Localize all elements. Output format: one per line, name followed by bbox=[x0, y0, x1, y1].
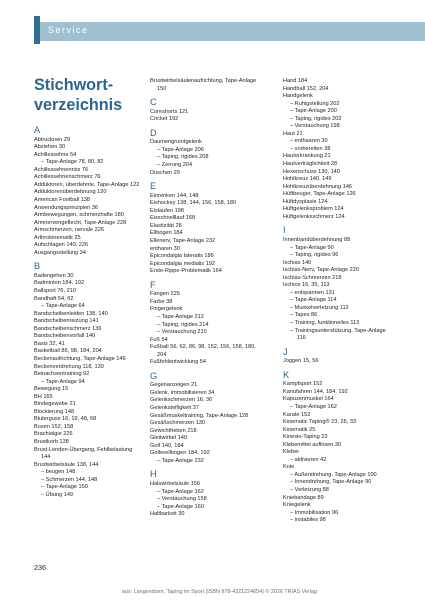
index-entry-list bbox=[150, 481, 264, 519]
index-entry: Eisschnelllauf 168 bbox=[150, 215, 196, 222]
index-group bbox=[150, 98, 264, 124]
index-subentry: – Tape-Anlage 94 bbox=[41, 378, 85, 385]
index-entry: Gesäßmuskeltraining, Tape-Anlage 128 bbox=[150, 412, 249, 419]
index-entry: Fußball 56, 62, 86, 98, 152, 156, 158, 180, 204 bbox=[150, 344, 256, 358]
index-group bbox=[150, 129, 264, 177]
index-entry: Klebemittel auflösen 30 bbox=[283, 441, 342, 448]
index-entry: Ischias-Nerv, Tape-Anlage 220 bbox=[283, 267, 359, 274]
index-column-2 bbox=[150, 78, 264, 524]
index-subentry: – Tape-Anlage 160 bbox=[157, 503, 204, 510]
index-entry: Kapuzenmuskel 164 bbox=[283, 396, 334, 403]
index-letter-heading: E bbox=[150, 181, 157, 192]
index-entry: Beckenaufrichtung, Tape-Anlage 146 bbox=[34, 355, 126, 362]
index-entry-list bbox=[283, 237, 393, 343]
page-number: 236 bbox=[34, 563, 46, 572]
index-subentry: – aktivieren 42 bbox=[290, 456, 327, 463]
index-entry: Ischios 16, 35, 113 bbox=[283, 282, 330, 289]
index-entry: Epicondalgia lateralis 186 bbox=[150, 253, 214, 260]
index-group bbox=[283, 226, 393, 342]
index-entry: Hautverträglichkeit 28 bbox=[283, 161, 338, 168]
index-group bbox=[34, 126, 142, 257]
index-entry: Ausgangsstellung 34 bbox=[34, 249, 86, 256]
index-subentry: – Tape-Anlage 162 bbox=[157, 488, 204, 495]
index-subentry: – beugen 148 bbox=[41, 469, 76, 476]
index-entry: Einrenken 144, 148 bbox=[150, 192, 199, 199]
index-subentry: – Immobilisation 96 bbox=[290, 509, 339, 516]
index-entry: BH 165 bbox=[34, 393, 53, 400]
index-entry: Brustkorb 138 bbox=[34, 438, 69, 445]
index-group bbox=[150, 78, 264, 93]
index-entry: Adduktorenüberdehnung 120 bbox=[34, 189, 107, 196]
index-entry-list bbox=[150, 109, 264, 124]
index-entry: Handgelenk bbox=[283, 93, 313, 100]
index-group bbox=[150, 182, 264, 276]
index-entry: Armbewegungen, schmerzhafte 180 bbox=[34, 212, 124, 219]
index-entry: Badminton 184, 192 bbox=[34, 280, 85, 287]
index-entry-list bbox=[283, 358, 393, 366]
index-entry-list bbox=[150, 382, 264, 465]
index-subentry: – Tape-Anlage 150 bbox=[41, 484, 88, 491]
index-entry: Daumengrundgelenk bbox=[150, 139, 202, 146]
index-letter-heading: I bbox=[283, 225, 286, 236]
index-entry: Kniebandage 89 bbox=[283, 494, 324, 501]
index-subentry: – Schmerzen 144, 148 bbox=[41, 476, 98, 483]
index-entry: Fußfehlentwicklung 54 bbox=[150, 359, 206, 366]
index-subentry: – Ruhigstellung 202 bbox=[290, 100, 340, 107]
index-subentry: – Verstauchung 158 bbox=[157, 496, 207, 503]
index-entry: Joggen 15, 56 bbox=[283, 358, 319, 365]
index-entry: Achillessehne 54 bbox=[34, 151, 77, 158]
index-entry: Hüftbeuger, Tape-Anlage 126 bbox=[283, 191, 356, 198]
index-entry: Fingergelenk bbox=[150, 306, 183, 313]
index-entry: Badengehen 30 bbox=[34, 272, 74, 279]
index-entry: Duschen 29 bbox=[150, 169, 180, 176]
index-entry: Gegenanzeigen 21 bbox=[150, 382, 198, 389]
index-entry: Haut 21 bbox=[283, 130, 303, 137]
index-subentry: – Zerrung 204 bbox=[157, 162, 193, 169]
index-subentry: – instabiles 98 bbox=[290, 517, 326, 524]
index-entry: Kampfsport 152 bbox=[283, 381, 323, 388]
index-subentry: – Tape-Anlage 114 bbox=[290, 297, 337, 304]
index-subentry: – Außendrehung, Tape-Anlage 100 bbox=[290, 471, 377, 478]
index-column-1 bbox=[34, 125, 142, 504]
index-entry: Brustwirbelsäule 138, 144 bbox=[34, 461, 99, 468]
index-subentry: – Taping, rigides 96 bbox=[290, 252, 339, 259]
index-entry: Hand 184 bbox=[283, 78, 308, 84]
section-header-bar bbox=[34, 22, 425, 41]
index-subentry: – Taping, rigides 202 bbox=[290, 115, 342, 122]
index-entry: Brachialgie 226 bbox=[34, 431, 73, 438]
index-subentry: – Tape-Anlage 232 bbox=[157, 457, 204, 464]
index-entry: Handball 152, 204 bbox=[283, 85, 329, 92]
index-letter-heading: G bbox=[150, 370, 158, 381]
index-letter-heading: B bbox=[34, 261, 41, 272]
index-entry: Adduktoren, überdehnte, Tape-Anlage 122 bbox=[34, 181, 140, 188]
index-entry: Hüftgelenksproblem 124 bbox=[283, 206, 344, 213]
index-subentry: – Tape-Anlage 212 bbox=[157, 313, 204, 320]
index-subentry: – Tape-Anlage 200 bbox=[290, 108, 337, 115]
index-entry: Golferellbogen 184, 192 bbox=[150, 450, 210, 457]
index-entry: Hohlkreuzüberdehnung 146 bbox=[283, 183, 353, 190]
index-group bbox=[34, 262, 142, 499]
index-letter-heading: C bbox=[150, 97, 157, 108]
index-group bbox=[283, 348, 393, 366]
index-entry: Bandscheibenleiden 138, 140 bbox=[34, 310, 108, 317]
index-entry: Anwendungsprinzipien 36 bbox=[34, 204, 99, 211]
index-entry: Eislaufen 198 bbox=[150, 207, 184, 214]
index-entry-list bbox=[34, 137, 142, 258]
index-entry: Innenbandüberdehnung 88 bbox=[283, 236, 351, 243]
index-entry: Kinesio-Taping 23 bbox=[283, 434, 328, 441]
index-subentry: – Übung 149 bbox=[41, 491, 74, 498]
index-entry: Blockierung 148 bbox=[34, 408, 75, 415]
index-entry: Abtrucknen 29 bbox=[34, 136, 71, 143]
index-entry: Arthrokinematik 25 bbox=[34, 234, 81, 241]
index-subentry: – Innendrehung, Tape-Anlage 90 bbox=[290, 479, 372, 486]
index-entry: Gelenkschmerzen 16, 36 bbox=[150, 397, 213, 404]
index-entry: Farbe 38 bbox=[150, 298, 173, 305]
index-subentry: – Muskelverletzung 112 bbox=[290, 304, 349, 311]
index-entry: Kinematic Taping® 23, 26, 33 bbox=[283, 419, 357, 426]
index-entry: Gleitwirbel 140 bbox=[150, 435, 187, 442]
index-entry: Ischias-Schmerzen 218 bbox=[283, 274, 342, 281]
index-subentry: – Tape-Anlage 162 bbox=[290, 404, 337, 411]
index-letter-heading: H bbox=[150, 469, 157, 480]
index-entry: Gewichtheben 218 bbox=[150, 427, 197, 434]
index-entry: Karate 152 bbox=[283, 411, 311, 418]
index-subentry: – vorbereiten 38 bbox=[290, 145, 331, 152]
index-entry: Hüftgelenksschmerz 124 bbox=[283, 213, 345, 220]
index-entry: Halswirbelsäule 156 bbox=[150, 480, 201, 487]
index-entry: Achillessehnenriss 76 bbox=[34, 166, 89, 173]
index-group bbox=[283, 371, 393, 525]
index-subentry: – Verletzung 88 bbox=[290, 487, 329, 494]
index-entry: Epicondalgia medialis 192 bbox=[150, 260, 215, 267]
index-entry: Kanufahren 144, 184, 192 bbox=[283, 388, 348, 395]
index-entry: Brustwirbelsäulenaufrichtung, Tape-Anlage 150 bbox=[150, 78, 257, 92]
index-entry: Gesäßschmerzen 130 bbox=[150, 420, 206, 427]
index-entry: Elastizität 28 bbox=[150, 222, 182, 229]
index-entry: Kniegelenk bbox=[283, 502, 311, 509]
index-entry: Ischias 140 bbox=[283, 259, 312, 266]
index-subentry: – Taping, rigides 208 bbox=[157, 154, 209, 161]
index-entry: Basketball 86, 98, 184, 204 bbox=[34, 348, 102, 355]
index-subentry: – Tape-Anlage 78, 80, 82 bbox=[41, 159, 104, 166]
index-subentry: – Verstauchung 198 bbox=[290, 123, 340, 130]
index-entry-list bbox=[150, 291, 264, 366]
index-subentry: – Taping, rigides 214 bbox=[157, 321, 209, 328]
index-entry: Eishockey 138, 144, 156, 158, 180 bbox=[150, 200, 237, 207]
index-subentry: – entspannen 131 bbox=[290, 289, 335, 296]
index-group bbox=[150, 372, 264, 466]
index-entry: Fangen 226 bbox=[150, 291, 180, 298]
index-entry: Brust-Lenden-Übergang, Fehlbelastung 144 bbox=[34, 446, 133, 461]
index-entry-list bbox=[150, 78, 264, 93]
index-entry: Beckenverdrehung 118, 130 bbox=[34, 363, 104, 370]
section-header-accent bbox=[34, 16, 40, 44]
index-letter-heading: J bbox=[283, 346, 288, 357]
index-entry: Armschmerzen, nervale 226 bbox=[34, 227, 104, 234]
index-entry: Kinematik 25 bbox=[283, 426, 316, 433]
index-entry: Aufschlagen 140, 226 bbox=[34, 242, 89, 249]
index-entry: Bindegewebe 21 bbox=[34, 401, 76, 408]
index-entry: Hauterkrankung 21 bbox=[283, 153, 331, 160]
index-entry: Hüftdysplasie 124 bbox=[283, 198, 328, 205]
index-entry: Erste-Rippe-Problematik 164 bbox=[150, 268, 222, 275]
index-subentry: – Verstauchung 210 bbox=[157, 329, 207, 336]
index-letter-heading: F bbox=[150, 279, 156, 290]
index-entry: Bandscheibenschmerz 136 bbox=[34, 325, 102, 332]
index-column-3 bbox=[283, 78, 393, 530]
index-entry-list bbox=[150, 139, 264, 177]
index-entry: Ellenerv, Tape-Anlage 232 bbox=[150, 237, 216, 244]
index-entry: American Football 138 bbox=[34, 196, 90, 203]
index-entry-list bbox=[34, 273, 142, 499]
index-subentry: – Training, funktionelles 113 bbox=[290, 320, 360, 326]
index-entry: Knie bbox=[283, 464, 295, 471]
index-entry: Coreshorts 121 bbox=[150, 108, 189, 115]
index-entry: Beinachsentraining 92 bbox=[34, 371, 90, 378]
index-entry: Hexenschuss 130, 140 bbox=[283, 168, 340, 175]
index-subentry: – Trainingsunterstützung, Tape-Anlage 116 bbox=[290, 327, 386, 342]
index-entry-list bbox=[283, 78, 393, 221]
index-group bbox=[283, 78, 393, 221]
index-entry: Kleber bbox=[283, 449, 300, 456]
index-entry: Fuß 54 bbox=[150, 336, 168, 343]
page-title: Stichwort-verzeichnis bbox=[34, 76, 123, 114]
index-entry-list bbox=[283, 381, 393, 524]
index-subentry: – Tape-Anlage 90 bbox=[290, 244, 334, 251]
index-entry: Abziehen 30 bbox=[34, 144, 66, 151]
copyright-footer: aus: Langendoen, Taping im Sport (ISBN 978-4321224654) © 2026 TRIAS Verlag bbox=[122, 589, 317, 595]
section-label: Service bbox=[48, 25, 89, 35]
index-group bbox=[150, 470, 264, 518]
index-entry: Bewegung 15 bbox=[34, 386, 69, 393]
index-subentry: – Tape-Anlage 64 bbox=[41, 303, 85, 310]
index-letter-heading: D bbox=[150, 127, 157, 138]
index-entry: Haltbarkeit 30 bbox=[150, 511, 185, 518]
index-letter-heading: A bbox=[34, 125, 41, 135]
index-letter-heading: K bbox=[283, 369, 290, 380]
index-entry: Basis 32, 41 bbox=[34, 340, 65, 347]
index-group bbox=[150, 281, 264, 367]
index-subentry: – Tapes 86 bbox=[290, 312, 318, 319]
index-entry: Golf 140, 184 bbox=[150, 442, 184, 449]
index-entry: Gelenksteifigkeit 37 bbox=[150, 405, 199, 412]
index-entry: Ellbogen 184 bbox=[150, 230, 183, 237]
index-entry: Bandscheibenvorfall 140 bbox=[34, 333, 96, 340]
index-entry: entharen 30 bbox=[150, 245, 180, 252]
index-entry: Ballsport 76, 210 bbox=[34, 288, 76, 295]
index-subentry: – enthaaren 30 bbox=[290, 138, 328, 145]
index-entry: Bluterguss 16, 19, 48, 68 bbox=[34, 416, 97, 423]
index-subentry: – Tape-Anlage 206 bbox=[157, 146, 204, 153]
index-entry: Bandhaft 54, 62 bbox=[34, 295, 74, 302]
index-entry: Cricket 192 bbox=[150, 116, 179, 123]
index-entry: Bandscheibenreizung 141 bbox=[34, 318, 99, 325]
index-entry-list bbox=[150, 193, 264, 276]
index-entry: Hohlkreuz 140, 149 bbox=[283, 176, 332, 183]
index-entry: Boxen 152, 158 bbox=[34, 423, 74, 430]
index-entry: Armnervengeflecht, Tape-Anlage 228 bbox=[34, 219, 127, 226]
index-entry: Gelenk, immobilisieren 34 bbox=[150, 389, 215, 396]
index-entry: Achillessehnenschmerz 76 bbox=[34, 174, 101, 181]
